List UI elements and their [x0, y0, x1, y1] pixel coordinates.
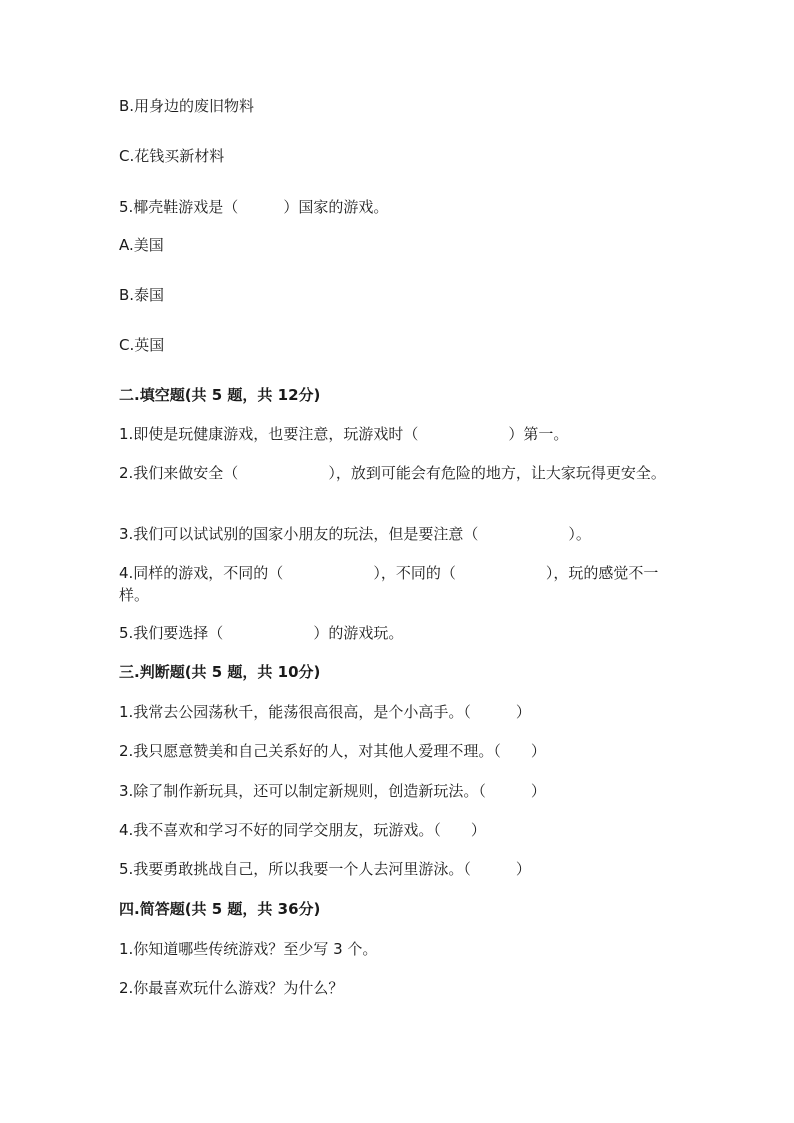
short-answer-item: 1.你知道哪些传统游戏？至少写 3 个。: [119, 940, 378, 958]
fill-blank-item: 5.我们要选择（ ）的游戏玩。: [119, 624, 404, 642]
q5-option-c: C.英国: [119, 336, 165, 354]
fill-blank-item: 4.同样的游戏，不同的（ ），不同的（ ），玩的感觉不一样。: [119, 564, 659, 604]
fill-blank-item: 2.我们来做安全（ ），放到可能会有危险的地方，让大家玩得更安全。: [119, 464, 666, 482]
true-false-item: 4.我不喜欢和学习不好的同学交朋友，玩游戏。（ ）: [119, 821, 486, 839]
true-false-item: 3.除了制作新玩具，还可以制定新规则，创造新玩法。（ ）: [119, 782, 546, 800]
question-5: 5.椰壳鞋游戏是（ ）国家的游戏。: [119, 198, 389, 216]
fill-blank-item: 1.即使是玩健康游戏，也要注意，玩游戏时（ ）第一。: [119, 425, 569, 443]
true-false-item: 1.我常去公园荡秋千，能荡很高很高，是个小高手。（ ）: [119, 703, 531, 721]
fill-blank-item: 3.我们可以试试别的国家小朋友的玩法，但是要注意（ ）。: [119, 525, 591, 543]
true-false-item: 2.我只愿意赞美和自己关系好的人，对其他人爱理不理。（ ）: [119, 742, 546, 760]
option-c: C.花钱买新材料: [119, 147, 225, 165]
q5-option-a: A.美国: [119, 236, 164, 254]
section-heading-short-answer: 四.简答题(共 5 题，共 36分): [119, 900, 321, 918]
short-answer-item: 2.你最喜欢玩什么游戏？为什么？: [119, 979, 344, 997]
section-heading-true-false: 三.判断题(共 5 题，共 10分): [119, 663, 321, 681]
option-b: B.用身边的废旧物料: [119, 97, 255, 115]
section-heading-fill-blank: 二.填空题(共 5 题，共 12分): [119, 386, 321, 404]
q5-option-b: B.泰国: [119, 286, 165, 304]
true-false-item: 5.我要勇敢挑战自己，所以我要一个人去河里游泳。（ ）: [119, 860, 531, 878]
